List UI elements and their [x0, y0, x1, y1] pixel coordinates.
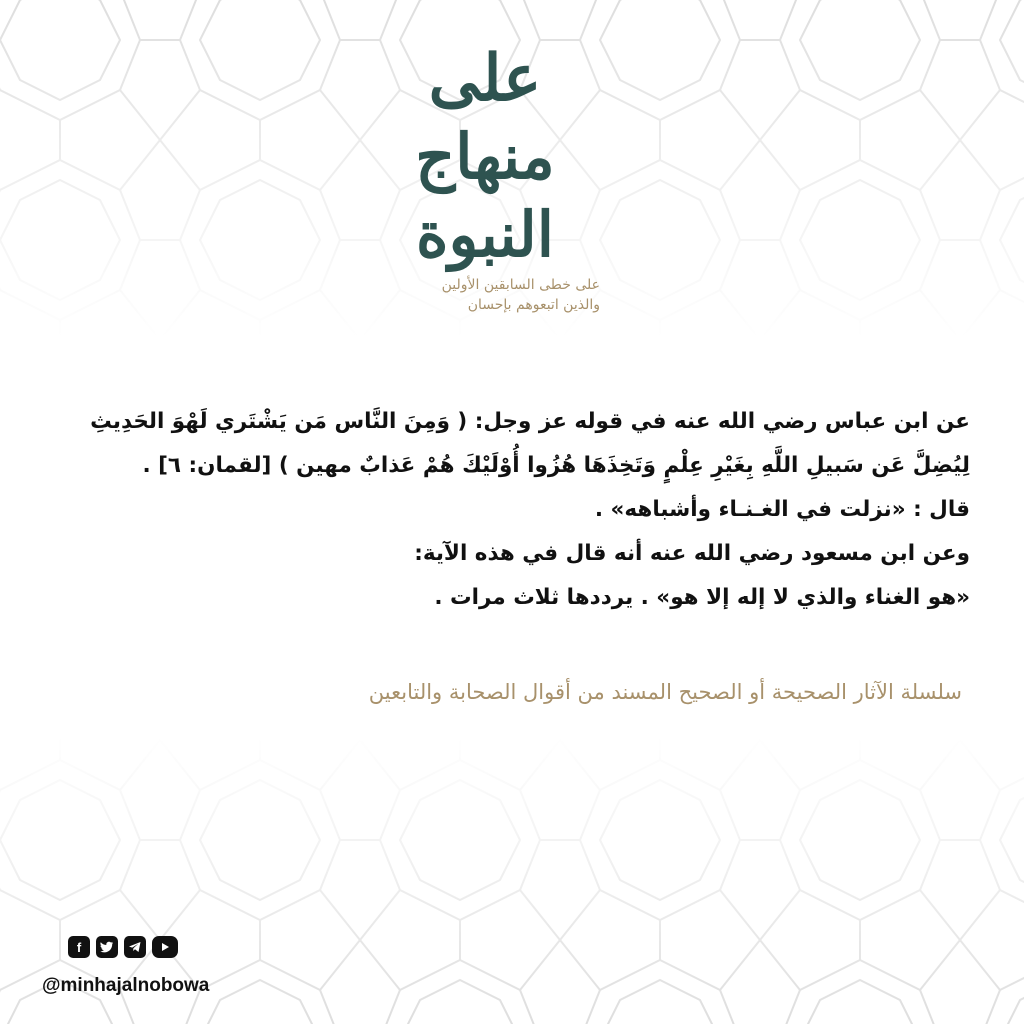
- twitter-icon[interactable]: [96, 936, 118, 958]
- logo: [380, 20, 600, 320]
- tagline-line-2: والذين اتبعوهم بإحسان: [467, 297, 600, 313]
- telegram-icon[interactable]: [124, 936, 146, 958]
- logo-tagline: [400, 275, 600, 315]
- facebook-icon[interactable]: f: [68, 936, 90, 958]
- youtube-icon[interactable]: [152, 936, 178, 958]
- logo-title-line-1: على: [428, 41, 542, 116]
- text-line-5: «هو الغناء والذي لا إله إلا هو» . يرددها ثلاث مرات .: [434, 585, 970, 610]
- text-line-1: عن ابن عباس رضي الله عنه في قوله عز وجل: ( وَمِنَ النَّاس مَن يَشْتَري لَهْوَ الحَدِيثِ: [90, 409, 970, 434]
- text-line-3: قال : «نزلت في الغـنـاء وأشباهه» .: [594, 497, 970, 522]
- text-line-4: وعن ابن مسعود رضي الله عنه أنه قال في هذه الآية:: [414, 541, 970, 566]
- source-citation: سلسلة الآثار الصحيحة أو الصحيح المسند من أقوال الصحابة والتابعين: [368, 680, 962, 704]
- social-handle[interactable]: @minhajalnobowa: [42, 975, 210, 996]
- hadith-text: [60, 400, 970, 620]
- social-icons: [68, 936, 178, 958]
- logo-title-line-3: النبوة: [415, 198, 555, 271]
- tagline-line-1: على خطى السابقين الأولين: [441, 277, 600, 293]
- logo-title: [380, 40, 590, 274]
- logo-title-line-2: منهاج: [415, 120, 555, 193]
- text-line-2: لِيُضِلَّ عَن سَبيلِ اللَّهِ بِغَيْرِ عِلْمٍ وَتَخِذَهَا هُزُوا أُوْلَيْكَ هُمْ عَذابٌ مهين ) [لقمان: ٦] .: [142, 453, 970, 478]
